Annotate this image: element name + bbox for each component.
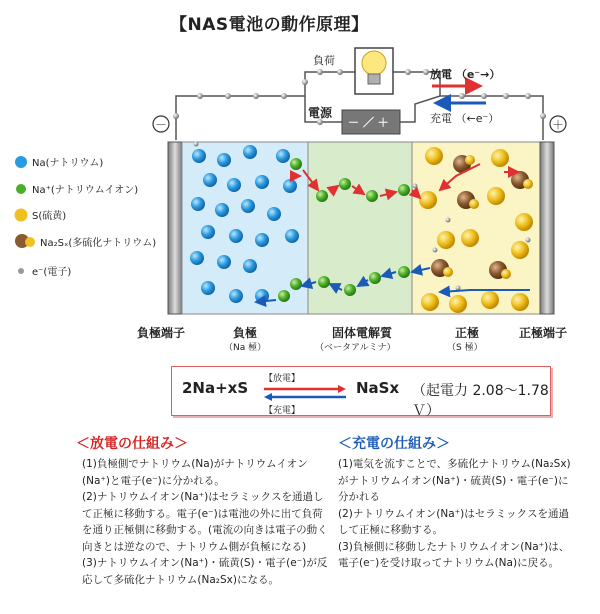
legend-label-na: Na(ナトリウム) <box>32 158 104 169</box>
discharge-label: 放電 （e⁻→） <box>430 68 501 81</box>
power-source-symbol: － ／ ＋ <box>348 116 389 129</box>
equation-emf: （起電力 2.08～1.78Ｖ） <box>412 383 549 419</box>
legend-label-na-ion: Na⁺(ナトリウムイオン) <box>32 185 139 196</box>
negative-electrode-region <box>182 142 308 314</box>
load-label: 負荷 <box>313 54 335 67</box>
legend-label-sulfur: S(硫黄) <box>32 211 67 222</box>
discharge-body <box>82 456 332 588</box>
charge-label: 充電 （←e⁻） <box>430 112 500 125</box>
plus-terminal-label: ＋ <box>552 118 565 132</box>
pos-electrode-sub: （S 極） <box>447 343 483 353</box>
charge-item: (1)電気を流すことで、多硫化ナトリウム(Na₂Sx)がナトリウムイオン(Na⁺)・硫黄(S)・電子(e⁻)に分かれる <box>338 458 571 503</box>
legend-item-na-ion <box>14 181 138 196</box>
negative-terminal-plate <box>168 142 182 314</box>
power-source-label: 電源 <box>308 106 333 120</box>
neg-electrode-label: 負極 <box>233 326 258 340</box>
electrolyte-label: 固体電解質 <box>332 326 393 340</box>
discharge-heading: ＜放電の仕組み＞ <box>76 436 188 452</box>
legend-item-polysulfide <box>14 233 156 249</box>
legend-label-electron: e⁻(電子) <box>32 267 72 278</box>
pos-terminal-label: 正極端子 <box>519 326 568 340</box>
reaction-equation <box>171 366 551 419</box>
electrolyte-region <box>308 142 412 314</box>
equation-charge-tag: 【充電】 <box>264 406 301 416</box>
legend-label-polysulfide: Na₂Sₓ(多硫化ナトリウム) <box>40 237 157 249</box>
equation-left: 2Na+xS <box>182 379 249 397</box>
equilibrium-arrows-icon <box>262 385 348 401</box>
light-bulb-icon <box>355 48 393 94</box>
positive-terminal-plate <box>540 142 554 314</box>
charge-item: (3)負極側に移動したナトリウムイオン(Na⁺)は、電子(e⁻)を受け取ってナトリウム(Na)に戻る。 <box>338 540 570 569</box>
discharge-item: (3)ナトリウムイオン(Na⁺)・硫黄(S)・電子(e⁻)が反応して多硫化ナトリウム(Na₂Sx)になる。 <box>82 557 328 586</box>
page-title: 【NAS電池の動作原理】 <box>170 15 369 35</box>
neg-electrode-sub: （Na 極） <box>224 343 267 353</box>
legend-item-electron <box>14 263 71 278</box>
discharge-item: (1)負極側でナトリウム(Na)がナトリウムイオン(Na⁺)と電子(e⁻)に分かれる。 <box>82 458 308 487</box>
neg-terminal-label: 負極端子 <box>137 326 186 340</box>
equation-right: NaSx <box>356 379 400 397</box>
pos-electrode-label: 正極 <box>455 326 480 340</box>
minus-terminal-label: － <box>155 118 168 132</box>
legend-item-sulfur <box>14 207 66 222</box>
charge-heading: ＜充電の仕組み＞ <box>338 436 450 452</box>
electrolyte-sub: （ベータアルミナ） <box>315 343 396 353</box>
discharge-item: (2)ナトリウムイオン(Na⁺)はセラミックスを通過して正極に移動する。電子(e⁻)は電池の外に出て負荷を通り正極側に移動する。(電流の向きは電子の動く向きとは逆なので、ナトリウム側が負極になる) <box>82 491 328 553</box>
legend-item-na <box>14 154 103 169</box>
charge-item: (2)ナトリウムイオン(Na⁺)はセラミックスを通過して正極に移動する。 <box>338 507 569 536</box>
charge-body <box>338 456 578 572</box>
equation-discharge-tag: 【放電】 <box>264 374 301 384</box>
